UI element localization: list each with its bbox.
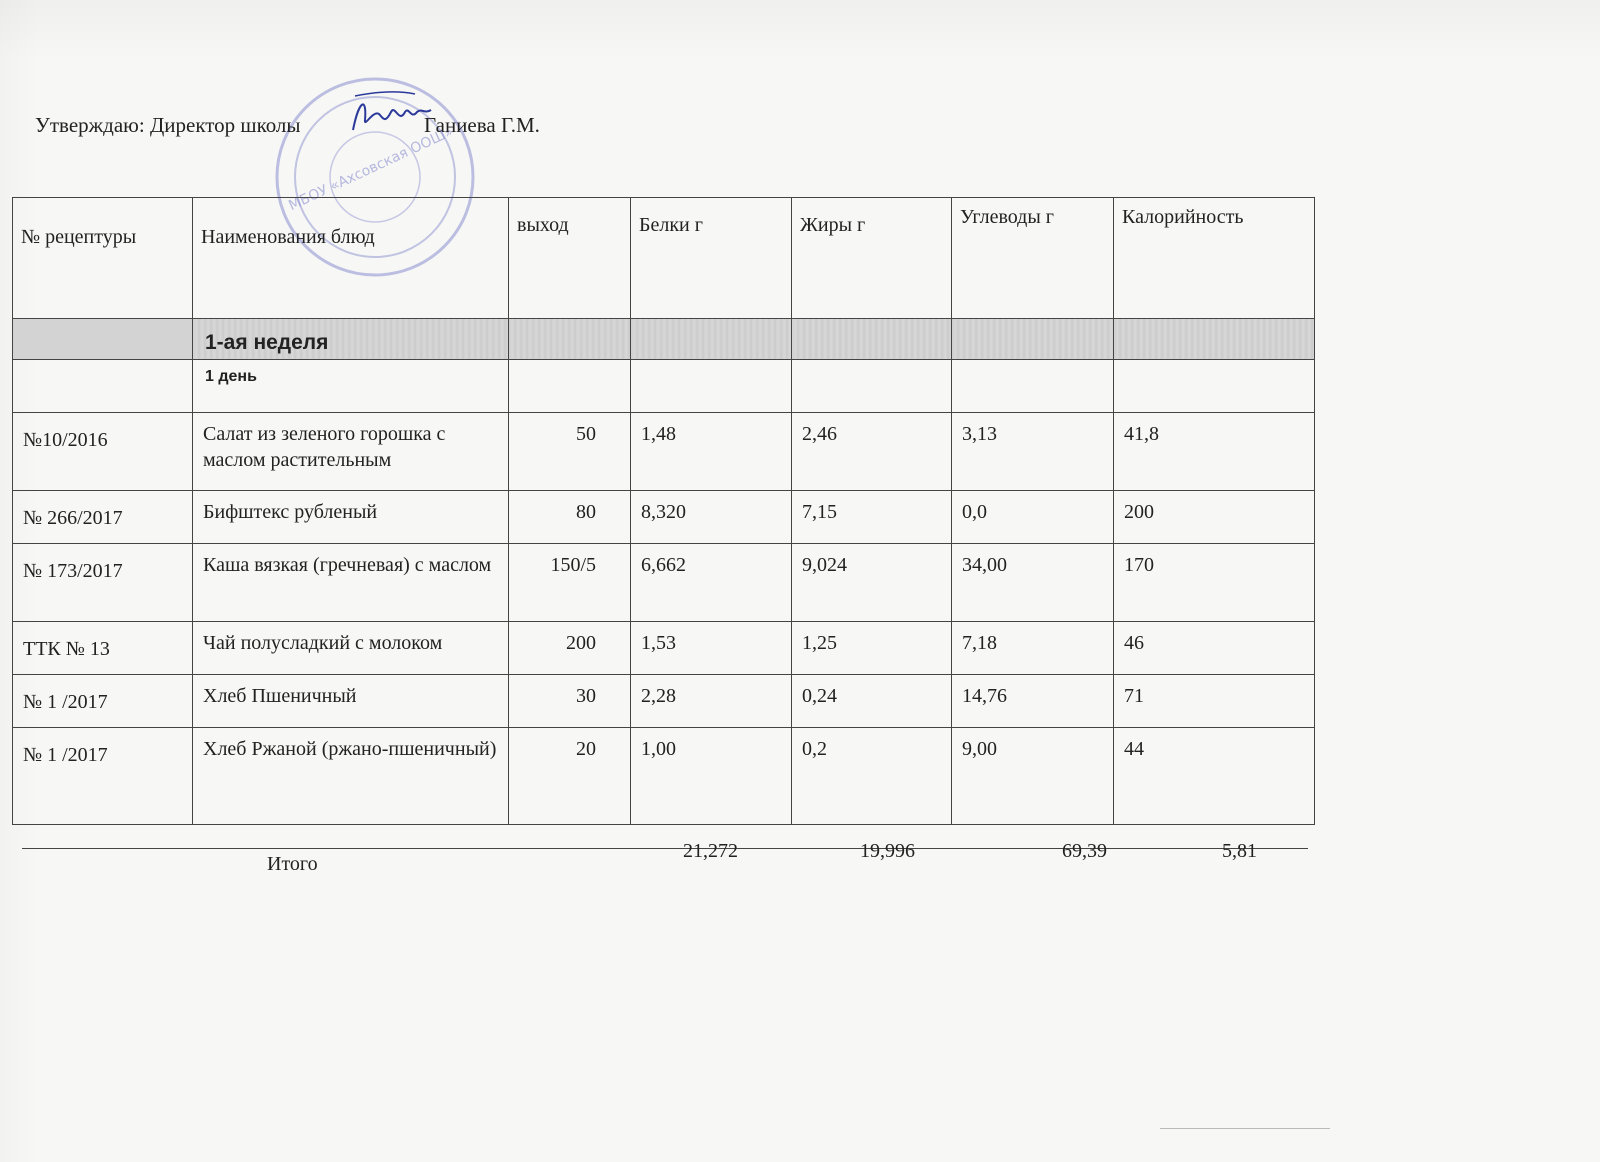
cell-dish: Хлеб Пшеничный <box>193 675 509 728</box>
cell-yield: 150/5 <box>509 544 631 622</box>
cell-proteins: 2,28 <box>631 675 792 728</box>
cell-proteins: 1,53 <box>631 622 792 675</box>
header-carbs: Углеводы г <box>952 198 1114 319</box>
day-row <box>13 360 1315 413</box>
cell-calories: 170 <box>1114 544 1315 622</box>
week-row <box>13 319 1315 360</box>
cell-dish: Хлеб Ржаной (ржано-пшеничный) <box>193 728 509 825</box>
cell-calories: 71 <box>1114 675 1315 728</box>
table-row <box>13 728 1315 825</box>
week-label: 1-ая неделя <box>205 331 329 354</box>
header-dish: Наименования блюд <box>193 198 509 319</box>
director-signature <box>345 90 435 140</box>
cell-calories: 41,8 <box>1114 413 1315 491</box>
table-row <box>13 544 1315 622</box>
cell-carbs: 9,00 <box>952 728 1114 825</box>
cell-dish: Бифштекс рубленый <box>193 491 509 544</box>
cell-dish: Салат из зеленого горошка с маслом растительным <box>193 413 509 491</box>
header-proteins: Белки г <box>631 198 792 319</box>
total-label: Итого <box>267 853 318 875</box>
cell-recipe: № 266/2017 <box>13 491 193 544</box>
cell-fats: 9,024 <box>792 544 952 622</box>
menu-table <box>12 197 1315 825</box>
cell-proteins: 1,00 <box>631 728 792 825</box>
cell-calories: 200 <box>1114 491 1315 544</box>
cell-fats: 7,15 <box>792 491 952 544</box>
table-row <box>13 622 1315 675</box>
table-header-row <box>13 198 1315 319</box>
cell-fats: 1,25 <box>792 622 952 675</box>
cell-carbs: 3,13 <box>952 413 1114 491</box>
table-row <box>13 491 1315 544</box>
total-carbs: 69,39 <box>1062 840 1107 862</box>
table-row <box>13 675 1315 728</box>
cell-calories: 44 <box>1114 728 1315 825</box>
header-yield: выход <box>509 198 631 319</box>
header-recipe: № рецептуры <box>13 198 193 319</box>
page-edge-mark <box>1160 1128 1330 1129</box>
header-fats: Жиры г <box>792 198 952 319</box>
cell-recipe: № 173/2017 <box>13 544 193 622</box>
total-calories: 5,81 <box>1222 840 1257 862</box>
director-name: Ганиева Г.М. <box>424 113 540 137</box>
total-fats: 19,996 <box>860 840 915 862</box>
cell-recipe: № 1 /2017 <box>13 675 193 728</box>
cell-yield: 80 <box>509 491 631 544</box>
cell-calories: 46 <box>1114 622 1315 675</box>
total-proteins: 21,272 <box>683 840 738 862</box>
cell-yield: 200 <box>509 622 631 675</box>
cell-proteins: 6,662 <box>631 544 792 622</box>
day-label: 1 день <box>205 368 257 385</box>
table-row <box>13 413 1315 491</box>
cell-fats: 2,46 <box>792 413 952 491</box>
cell-fats: 0,24 <box>792 675 952 728</box>
cell-yield: 30 <box>509 675 631 728</box>
approval-text: Утверждаю: Директор школы <box>35 113 301 137</box>
cell-dish: Чай полусладкий с молоком <box>193 622 509 675</box>
cell-recipe: №10/2016 <box>13 413 193 491</box>
cell-carbs: 7,18 <box>952 622 1114 675</box>
cell-dish: Каша вязкая (гречневая) с маслом <box>193 544 509 622</box>
cell-yield: 20 <box>509 728 631 825</box>
total-divider <box>22 848 1308 849</box>
cell-yield: 50 <box>509 413 631 491</box>
cell-carbs: 14,76 <box>952 675 1114 728</box>
cell-recipe: № 1 /2017 <box>13 728 193 825</box>
cell-proteins: 1,48 <box>631 413 792 491</box>
cell-fats: 0,2 <box>792 728 952 825</box>
cell-proteins: 8,320 <box>631 491 792 544</box>
cell-carbs: 0,0 <box>952 491 1114 544</box>
cell-carbs: 34,00 <box>952 544 1114 622</box>
stamp-text: МБОУ «Ахсовская ООШ» <box>286 123 457 215</box>
cell-recipe: ТТК № 13 <box>13 622 193 675</box>
header-calories: Калорийность <box>1114 198 1315 319</box>
